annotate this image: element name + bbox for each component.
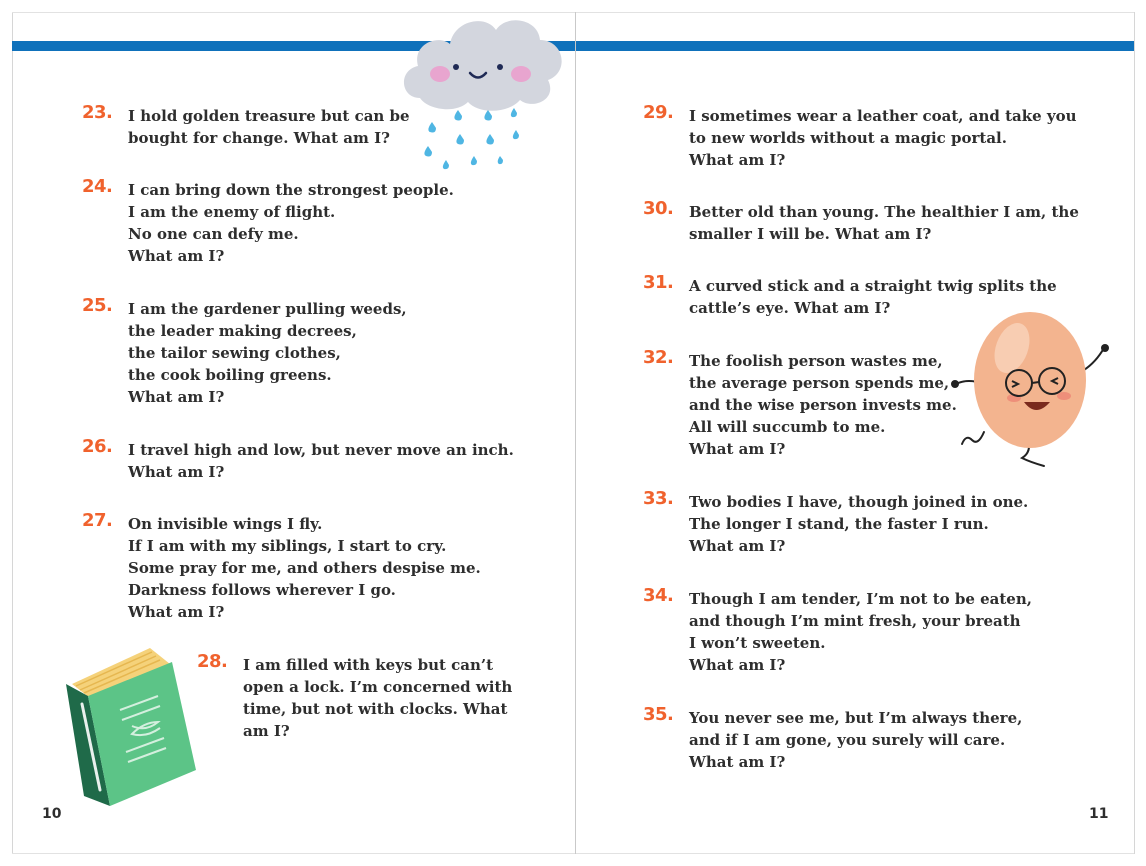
riddle-number: 27. — [82, 510, 113, 531]
riddle-number: 28. — [197, 651, 228, 672]
right-page-number: 11 — [1089, 806, 1109, 822]
riddle-text: I sometimes wear a leather coat, and take you to new worlds without a magic portal. What am I? — [689, 107, 1077, 169]
riddle-text: I am filled with keys but can’t open a lock. I’m concerned with time, but not with clocks. What am I? — [243, 656, 513, 740]
riddle-text: The foolish person wastes me, the average person spends me, and the wise person invests me. All will succumb to me. What am I? — [689, 352, 957, 458]
riddle-number: 33. — [643, 488, 674, 509]
right-accent-bar — [576, 41, 1134, 51]
left-page-number: 10 — [42, 806, 62, 822]
riddle-number: 23. — [82, 102, 113, 123]
riddle-text: Better old than young. The healthier I am, the smaller I will be. What am I? — [689, 203, 1079, 243]
riddle-text: I travel high and low, but never move an inch. What am I? — [128, 441, 514, 481]
riddle-text: On invisible wings I fly. If I am with my siblings, I start to cry. Some pray for me, and others despise me. Darkness follows wherever I go. What am I? — [128, 515, 481, 621]
riddle-number: 26. — [82, 436, 113, 457]
riddle-number: 32. — [643, 347, 674, 368]
riddle-text: I can bring down the strongest people. I am the enemy of flight. No one can defy me. What am I? — [128, 181, 454, 265]
green-book-icon — [60, 640, 205, 810]
egg-character-icon — [944, 308, 1119, 483]
riddle-text: You never see me, but I’m always there, and if I am gone, you surely will care. What am I? — [689, 709, 1023, 771]
book-spine — [575, 12, 576, 854]
riddle-number: 34. — [643, 585, 674, 606]
riddle-text: A curved stick and a straight twig splits the cattle’s eye. What am I? — [689, 277, 1057, 317]
page-bottom-edge — [12, 853, 1134, 854]
riddle-number: 24. — [82, 176, 113, 197]
riddle-number: 30. — [643, 198, 674, 219]
riddle-number: 29. — [643, 102, 674, 123]
riddle-number: 25. — [82, 295, 113, 316]
riddle-number: 35. — [643, 704, 674, 725]
riddle-text: Though I am tender, I’m not to be eaten, and though I’m mint fresh, your breath I won’t sweeten. What am I? — [689, 590, 1032, 674]
page-top-edge — [12, 12, 1134, 13]
riddle-number: 31. — [643, 272, 674, 293]
riddle-text: Two bodies I have, though joined in one. The longer I stand, the faster I run. What am I? — [689, 493, 1029, 555]
rain-cloud-icon — [398, 10, 568, 180]
riddle-text: I am the gardener pulling weeds, the leader making decrees, the tailor sewing clothes, the cook boiling greens. What am I? — [128, 300, 407, 406]
riddle-text: I hold golden treasure but can be bought for change. What am I? — [128, 107, 410, 147]
